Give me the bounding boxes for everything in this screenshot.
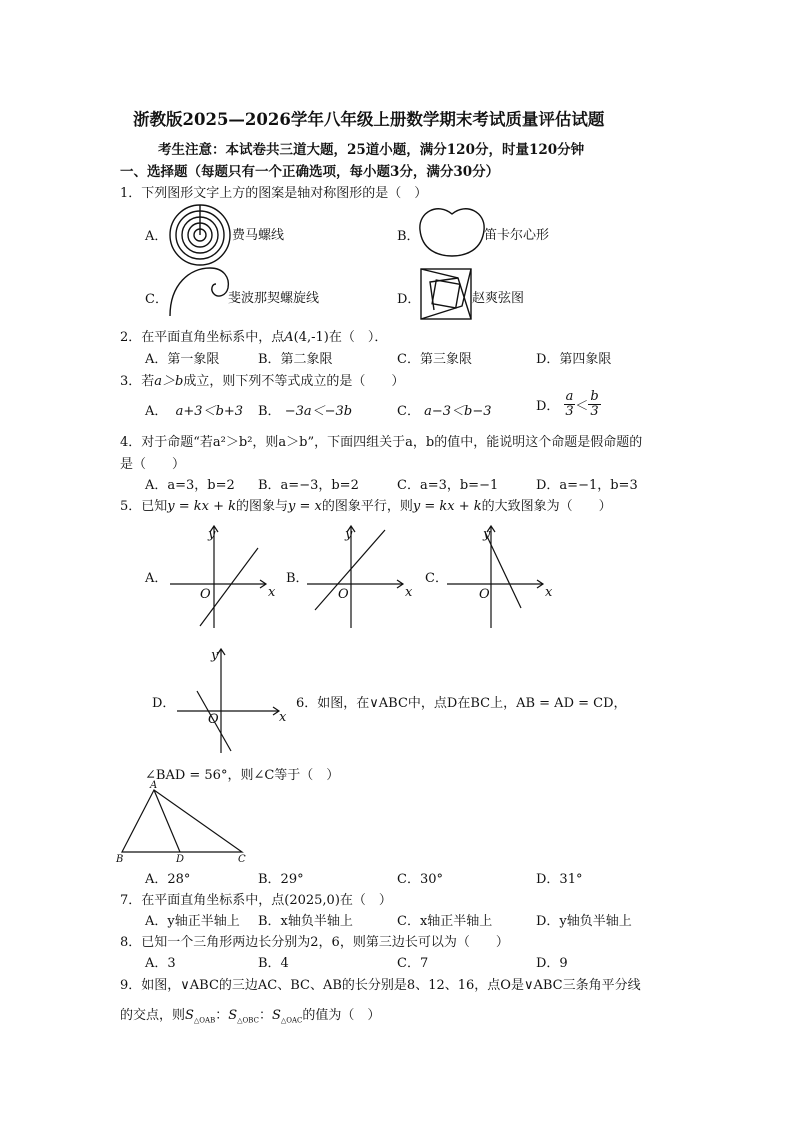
q1-option-d-text: 赵爽弦图 [472,291,525,306]
q6-option-b: B．29° [258,872,304,887]
q2-stem: 2．在平面直角坐标系中，点A(4,-1)在（ ）． [120,330,388,345]
q5-graph-a [168,520,280,630]
q1-option-c-label: C． [145,292,168,307]
q4-stem-line1: 4．对于命题“若a²＞b²，则a＞b”，下面四组关于a，b的值中，能说明这个命题是假命题的 [120,435,643,450]
q4-option-b: B．a=−3，b=2 [258,478,359,493]
q6-label-c: C [238,854,246,865]
q7-option-d: D．y轴负半轴上 [536,914,632,929]
q5-option-c-label: C． [425,571,448,586]
q1-option-c-text: 斐波那契螺旋线 [228,291,320,306]
q5-graph-a-y: y [208,527,216,542]
q3-option-c: C． a−3＜b−3 [397,404,492,419]
q5-graph-d-x: x [279,710,287,725]
q4-option-d: D．a=−1，b=3 [536,478,638,493]
q4-option-a: A．a=3，b=2 [145,478,235,493]
q5-graph-d [175,645,287,757]
q1-option-d-label: D． [397,292,421,307]
fibonacci-spiral-figure [168,266,230,318]
q5-stem: 5．已知y = kx + k的图象与y = x的图象平行，则y = kx + k的大致图象为（ ） [120,499,612,514]
q6-stem-line2: ∠BAD = 56°，则∠C等于（ ） [145,768,340,783]
q5-graph-c-y: y [483,527,491,542]
q8-option-b: B．4 [258,956,289,971]
q3-stem: 3．若a＞b成立，则下列不等式成立的是（ ） [120,374,405,389]
q6-label-a: A [150,780,158,791]
fermat-spiral-figure [168,203,232,267]
q8-option-d: D．9 [536,956,568,971]
q5-option-a-label: A． [145,571,168,586]
cardioid-figure [418,206,486,258]
q4-option-c: C．a=3，b=−1 [397,478,499,493]
q6-option-d: D．31° [536,872,583,887]
q8-stem: 8．已知一个三角形两边长分别为2，6，则第三边长可以为（ ） [120,935,509,950]
q5-graph-a-x: x [268,585,276,600]
q4-stem-line2: 是（ ） [120,457,186,472]
q7-option-b: B．x轴负半轴上 [258,914,353,929]
q7-stem: 7．在平面直角坐标系中，点(2025,0)在（ ） [120,893,392,908]
q6-label-b: B [116,854,124,865]
q6-label-d: D [176,854,185,865]
q1-option-a-label: A． [145,229,168,244]
section-heading: 一、选择题（每题只有一个正确选项，每小题3分，满分30分） [120,164,500,180]
q5-graph-a-o: O [200,587,211,602]
q3-option-a: A． a+3＜b+3 [145,404,244,419]
q3-option-d: D． $\frac{a}{3}$ ＜ $\frac{b}{3}$ [536,389,599,419]
q5-graph-b-o: O [338,587,349,602]
q5-option-d-label: D． [152,696,176,711]
q5-graph-d-o: O [208,712,219,727]
q2-option-b: B．第二象限 [258,352,333,367]
q9-stem-line2: 的交点，则$S_{\triangle OAB}$：$S_{\triangle OBC}$：$S_{\triangle OAC}$的值为（ ） [120,1008,381,1025]
q1-option-b-text: 笛卡尔心形 [484,228,550,243]
q5-graph-c-x: x [545,585,553,600]
q1-stem: 1．下列图形文字上方的图案是轴对称图形的是（ ） [120,186,428,201]
q2-option-a: A．第一象限 [145,352,220,367]
q2-option-c: C．第三象限 [397,352,472,367]
q5-graph-b-y: y [345,527,353,542]
q5-graph-d-y: y [211,648,219,663]
q1-option-a-text: 费马螺线 [232,228,285,243]
zhao-shuang-diagram-figure [420,268,472,320]
q5-graph-c [445,520,557,630]
q7-option-a: A．y轴正半轴上 [145,914,240,929]
q6-stem-line1: 6．如图，在∨ABC中，点D在BC上，AB = AD = CD， [296,696,627,711]
q2-option-d: D．第四象限 [536,352,612,367]
q8-option-c: C．7 [397,956,429,971]
q5-graph-b [305,520,417,630]
q7-option-c: C．x轴正半轴上 [397,914,493,929]
q9-stem-line1: 9．如图，∨ABC的三边AC、BC、AB的长分别是8、12、16，点O是∨ABC三条角平分线 [120,978,641,993]
q5-option-b-label: B． [286,571,309,586]
exam-title: 浙教版2025—2026学年八年级上册数学期末考试质量评估试题 [133,110,605,129]
q1-option-b-label: B． [397,229,420,244]
q5-graph-c-o: O [479,587,490,602]
q8-option-a: A．3 [145,956,176,971]
q6-option-c: C．30° [397,872,443,887]
q6-triangle-figure [114,782,254,864]
q3-option-b: B． −3a＜−3b [258,404,353,419]
exam-notice: 考生注意：本试卷共三道大题，25道小题，满分120分，时量120分钟 [158,142,585,158]
q5-graph-b-x: x [405,585,413,600]
q6-option-a: A．28° [145,872,191,887]
